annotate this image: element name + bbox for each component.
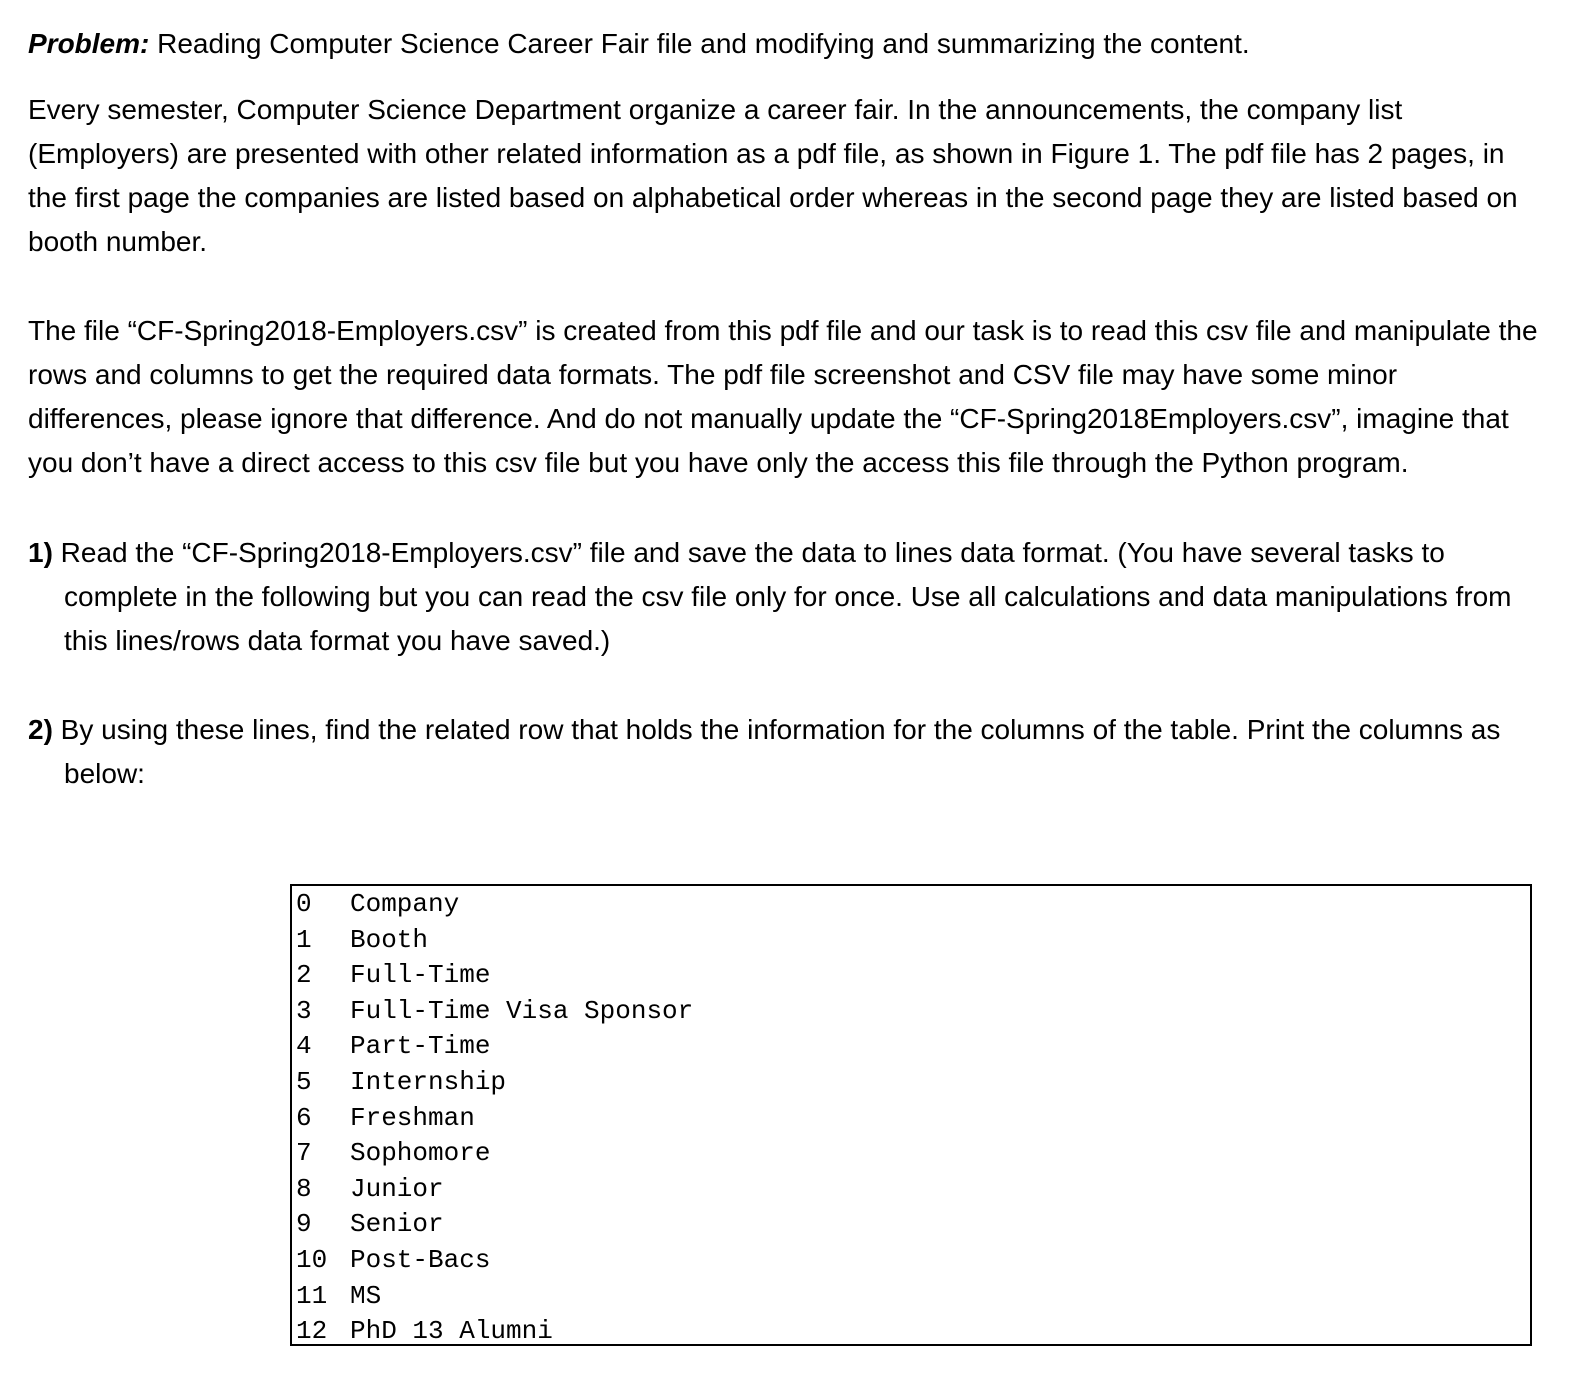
column-index: 10	[296, 1244, 328, 1275]
output-line	[296, 1172, 1530, 1208]
column-index: 0	[296, 889, 312, 919]
column-index: 12	[296, 1316, 328, 1347]
output-line	[296, 1136, 1530, 1172]
column-name: Junior	[350, 1173, 444, 1204]
task-text: By using these lines, find the related row that holds the information for the columns of the table. Print the columns as below:	[52, 714, 1501, 789]
problem-label: Problem:	[28, 28, 150, 59]
problem-statement	[28, 22, 1548, 66]
problem-title: Reading Computer Science Career Fair file and modifying and summarizing the content.	[149, 28, 1250, 59]
column-name: Senior	[350, 1209, 444, 1240]
output-line	[296, 1314, 1530, 1350]
task-2	[28, 708, 1548, 796]
columns-output-box	[290, 884, 1532, 1346]
column-name: PhD 13 Alumni	[350, 1316, 553, 1347]
column-index: 1	[296, 924, 312, 955]
column-index: 5	[296, 1066, 312, 1097]
output-line	[296, 1101, 1530, 1137]
output-line	[296, 1279, 1530, 1315]
column-index: 9	[296, 1209, 312, 1240]
column-name: Sophomore	[350, 1138, 491, 1169]
task-text: Read the “CF-Spring2018-Employers.csv” file and save the data to lines data format. (You have several tasks to complete in the following but you can read the csv file only for once. Use all calculations and data manipulations from this lines/rows data format you have saved.)	[52, 537, 1512, 656]
output-line	[296, 994, 1530, 1030]
output-line	[296, 887, 1530, 923]
column-name: MS	[350, 1280, 382, 1311]
column-name: Full-Time	[350, 960, 491, 991]
output-line	[296, 923, 1530, 959]
output-line	[296, 958, 1530, 994]
column-index: 2	[296, 960, 312, 991]
intro-paragraph: Every semester, Computer Science Department organize a career fair. In the announcements, the company list (Employers) are presented with other related information as a pdf file, as shown in Figure 1. The pdf file has 2 pages, in the first page the companies are listed based on alphabetical order whereas in the second page they are listed based on booth number.	[28, 94, 1518, 257]
column-name: Internship	[350, 1066, 507, 1097]
column-name: Full-Time Visa Sponsor	[350, 995, 694, 1026]
task-number: 2)	[28, 714, 53, 745]
column-index: 6	[296, 1102, 312, 1133]
output-line	[296, 1065, 1530, 1101]
column-index: 3	[296, 995, 312, 1026]
column-index: 8	[296, 1173, 312, 1204]
task-number: 1)	[28, 537, 53, 568]
column-index: 11	[296, 1280, 328, 1311]
output-line	[296, 1243, 1530, 1279]
output-line	[296, 1029, 1530, 1065]
problem-document	[28, 22, 1548, 796]
csv-paragraph: The file “CF-Spring2018-Employers.csv” is created from this pdf file and our task is to read this csv file and manipulate the rows and columns to get the required data formats. The pdf file screenshot and CSV file may have some minor differences, please ignore that difference. And do not manually update the “CF-Spring2018Employers.csv”, imagine that you don’t have a direct access to this csv file but you have only the access this file through the Python program.	[28, 315, 1538, 478]
column-name: Freshman	[350, 1102, 475, 1133]
column-name: Post-Bacs	[350, 1244, 491, 1275]
column-name: Part-Time	[350, 1031, 491, 1062]
column-name: Company	[350, 889, 460, 919]
output-line	[296, 1207, 1530, 1243]
column-index: 4	[296, 1031, 312, 1062]
column-name: Booth	[350, 924, 429, 955]
task-1	[28, 531, 1548, 663]
column-index: 7	[296, 1138, 312, 1169]
